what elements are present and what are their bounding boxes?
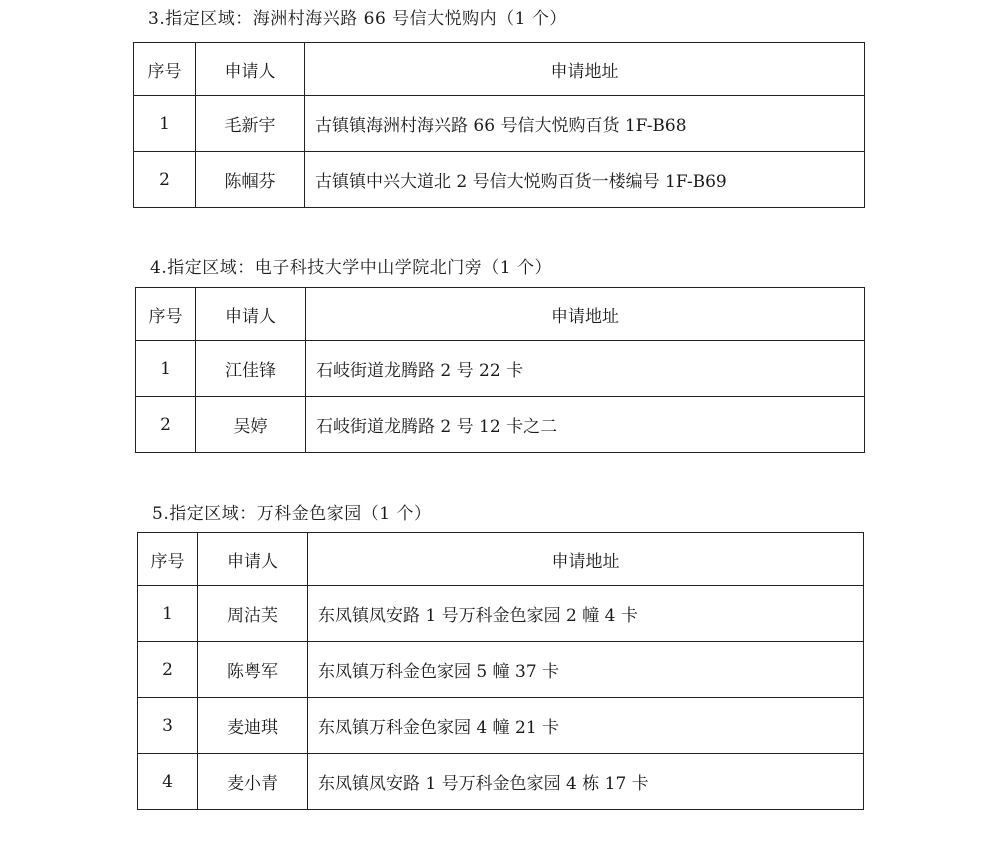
section-title: 5.指定区域：万科金色家园（1 个）	[152, 504, 432, 524]
cell-applicant: 江佳锋	[196, 341, 306, 397]
header-index: 序号	[136, 288, 196, 341]
applicant-table	[133, 42, 865, 208]
cell-applicant: 麦迪琪	[198, 698, 308, 754]
header-applicant: 申请人	[196, 288, 306, 341]
table-row	[138, 642, 864, 698]
table-row	[134, 152, 865, 208]
cell-address: 东凤镇万科金色家园 4 幢 21 卡	[308, 698, 864, 754]
cell-index: 2	[138, 642, 198, 698]
table-row	[138, 698, 864, 754]
header-address: 申请地址	[305, 43, 865, 96]
cell-index: 3	[138, 698, 198, 754]
header-applicant: 申请人	[196, 43, 305, 96]
table-row	[138, 586, 864, 642]
cell-address: 石岐街道龙腾路 2 号 12 卡之二	[306, 397, 865, 453]
cell-address: 东凤镇凤安路 1 号万科金色家园 2 幢 4 卡	[308, 586, 864, 642]
header-applicant: 申请人	[198, 533, 308, 586]
cell-address: 古镇镇海洲村海兴路 66 号信大悦购百货 1F-B68	[305, 96, 865, 152]
applicant-table	[135, 287, 865, 453]
header-address: 申请地址	[306, 288, 865, 341]
cell-address: 东凤镇万科金色家园 5 幢 37 卡	[308, 642, 864, 698]
section-title: 4.指定区域：电子科技大学中山学院北门旁（1 个）	[150, 258, 552, 278]
header-index: 序号	[134, 43, 196, 96]
cell-index: 1	[138, 586, 198, 642]
cell-index: 2	[134, 152, 196, 208]
cell-index: 2	[136, 397, 196, 453]
cell-applicant: 周沽芙	[198, 586, 308, 642]
cell-address: 石岐街道龙腾路 2 号 22 卡	[306, 341, 865, 397]
section-title: 3.指定区域：海洲村海兴路 66 号信大悦购内（1 个）	[148, 9, 567, 29]
cell-index: 4	[138, 754, 198, 810]
table-row	[136, 397, 865, 453]
applicant-table	[137, 532, 864, 810]
header-index: 序号	[138, 533, 198, 586]
table-row	[134, 96, 865, 152]
cell-address: 古镇镇中兴大道北 2 号信大悦购百货一楼编号 1F-B69	[305, 152, 865, 208]
table-header-row	[134, 43, 865, 96]
cell-address: 东凤镇凤安路 1 号万科金色家园 4 栋 17 卡	[308, 754, 864, 810]
cell-index: 1	[134, 96, 196, 152]
cell-index: 1	[136, 341, 196, 397]
table-header-row	[136, 288, 865, 341]
cell-applicant: 毛新宇	[196, 96, 305, 152]
cell-applicant: 吴婷	[196, 397, 306, 453]
table-header-row	[138, 533, 864, 586]
header-address: 申请地址	[308, 533, 864, 586]
cell-applicant: 麦小青	[198, 754, 308, 810]
cell-applicant: 陈帼芬	[196, 152, 305, 208]
table-row	[136, 341, 865, 397]
table-row	[138, 754, 864, 810]
cell-applicant: 陈粤军	[198, 642, 308, 698]
